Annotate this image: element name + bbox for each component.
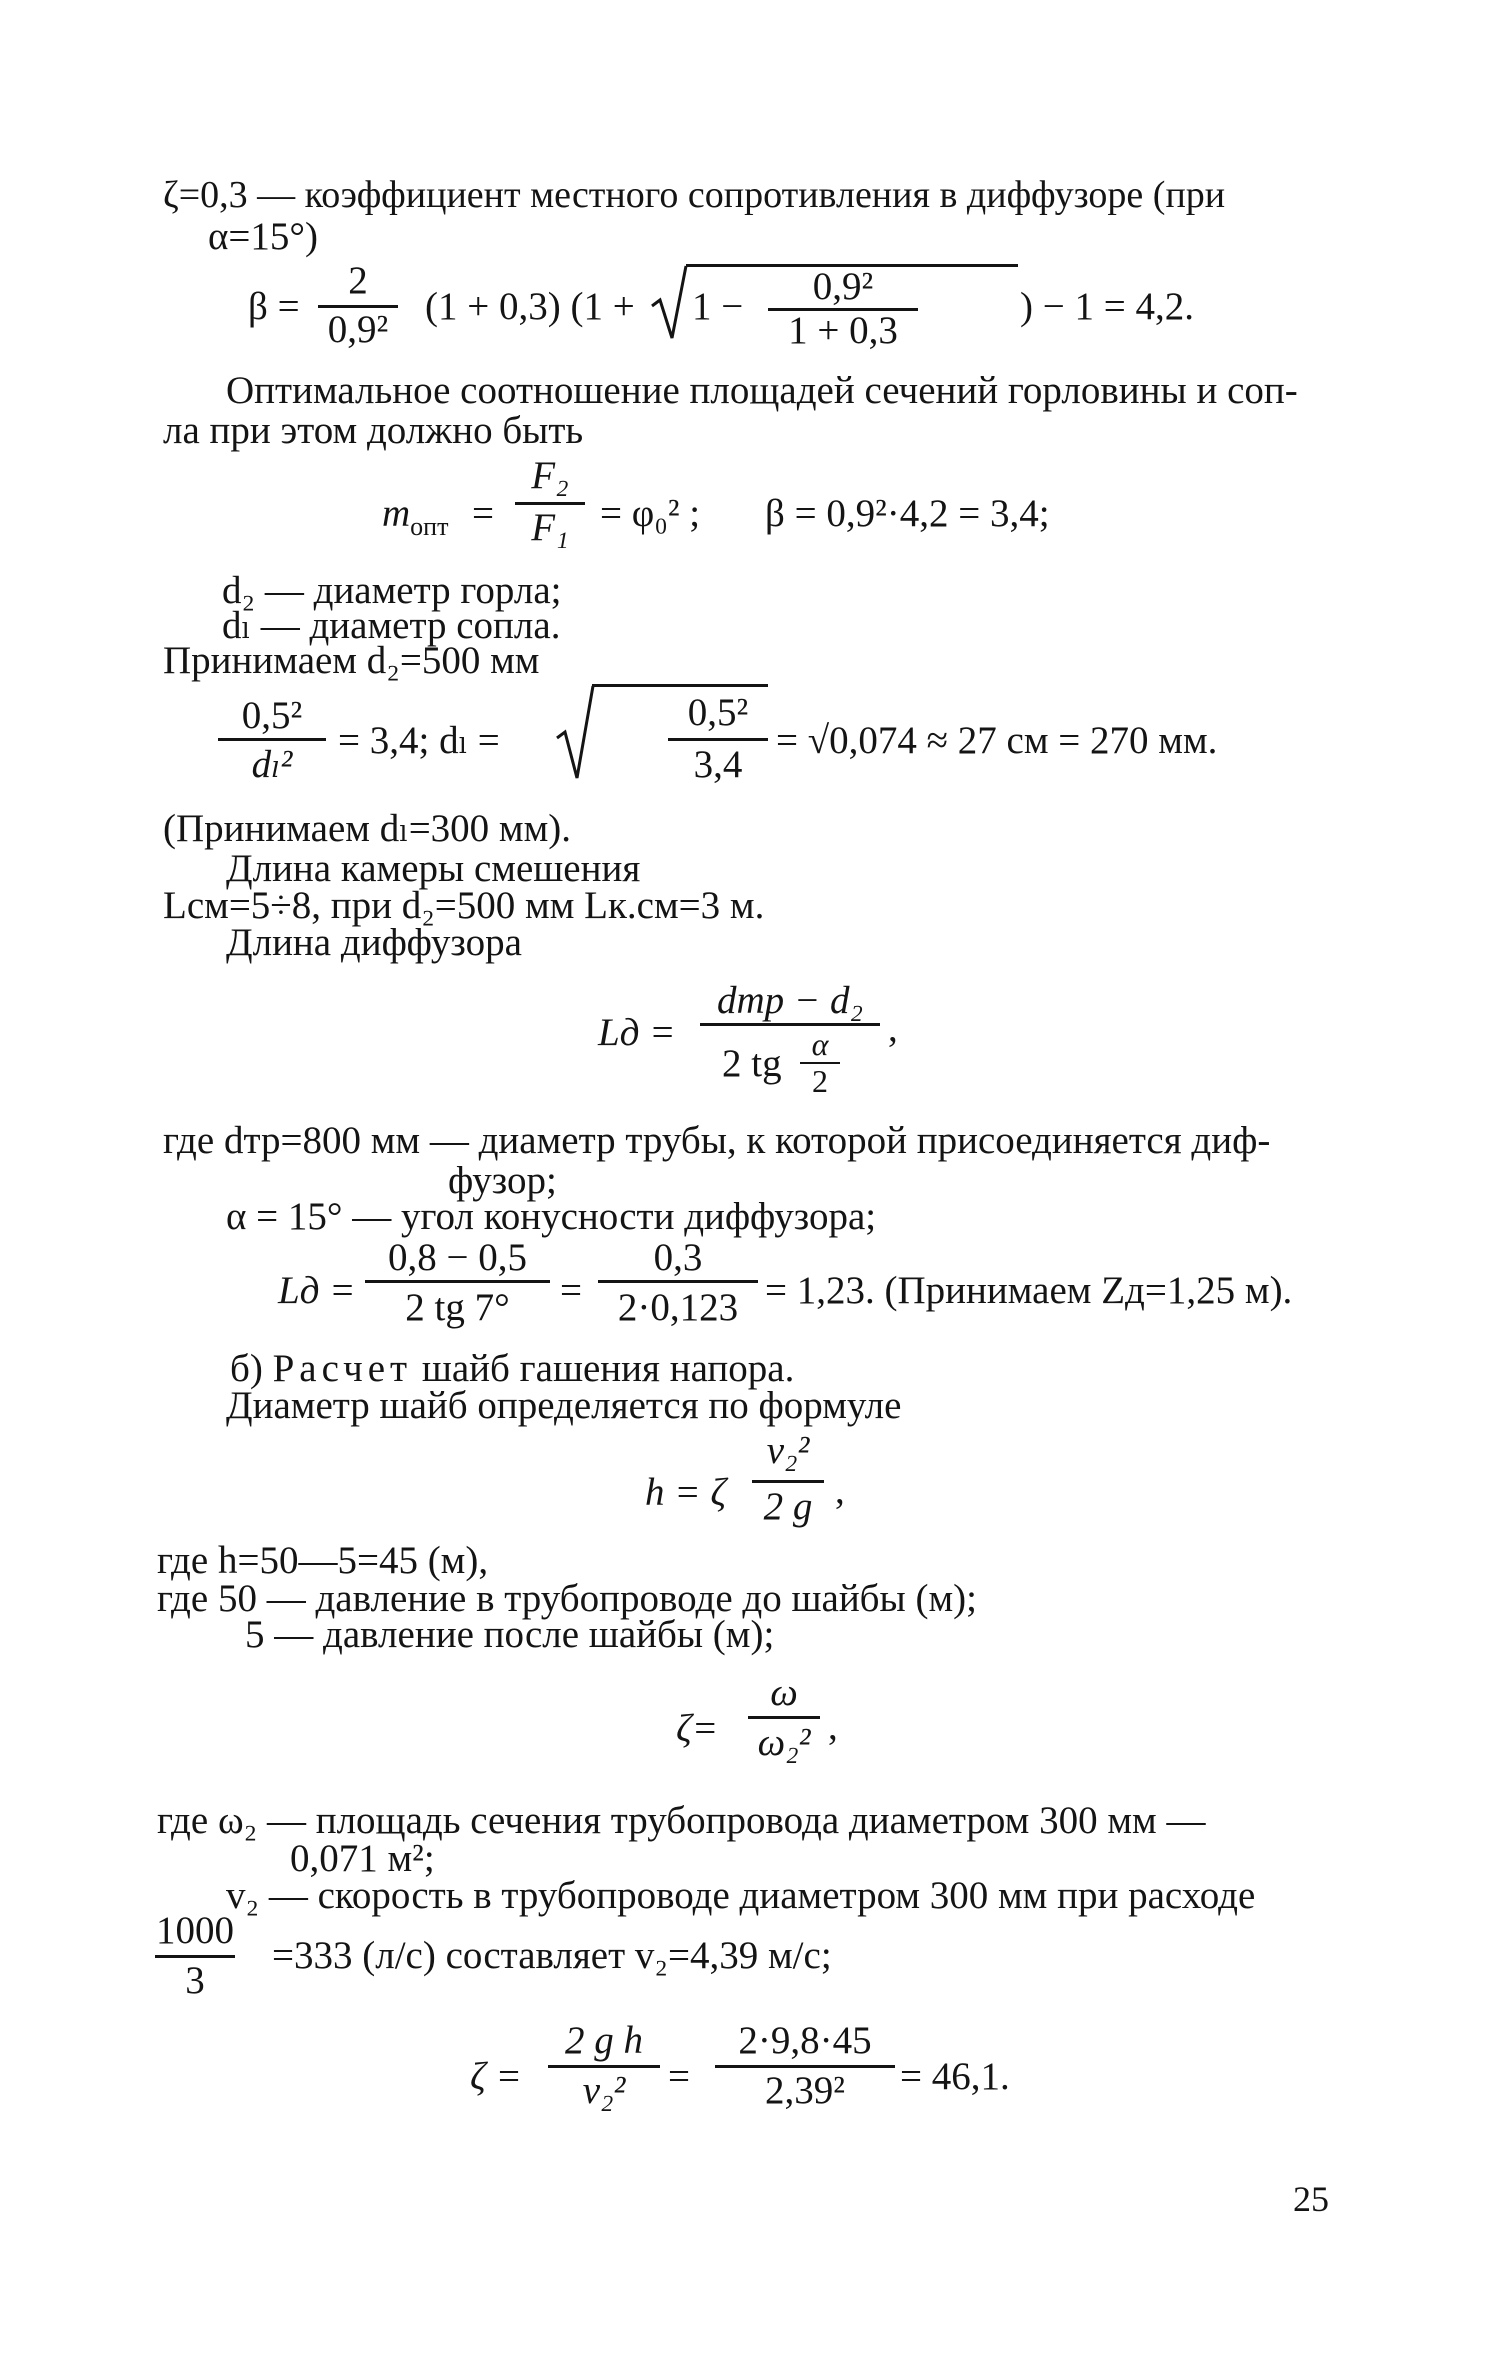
beta-fraction-denominator: 0,9² — [327, 308, 389, 351]
dl-sqrt-sign — [555, 682, 595, 782]
dl-eq-numerator: 0,5² — [241, 694, 303, 737]
zf-denominator-1: v₂² — [582, 2069, 626, 2112]
flow-bar — [155, 1955, 235, 1958]
dl-root-bar — [668, 738, 768, 741]
flow-numerator: 1000 — [156, 1909, 234, 1952]
diffuser-length-title: Длина диффузора — [226, 921, 522, 964]
zeta-denominator: ω₂² — [757, 1721, 811, 1764]
ldcalc-den1: 2 tg 7° — [405, 1286, 510, 1329]
optimal-ratio-line-2: ла при этом должно быть — [163, 409, 584, 452]
ldcalc-tail: = 1,23. (Принимаем Zд=1,25 м). — [765, 1269, 1293, 1312]
where-omega2-line-2: 0,071 м²; — [290, 1837, 435, 1880]
m-fraction-denominator: F₁ — [531, 506, 569, 549]
ldcalc-num2: 0,3 — [653, 1236, 703, 1279]
where-h: где h=50—5=45 (м), — [157, 1539, 489, 1582]
m-opt-lhs — [382, 493, 448, 541]
dl-eq-bar — [218, 738, 326, 741]
zf-numerator-2: 2·9,8·45 — [738, 2019, 872, 2062]
m-beta-calc: β = 0,9²·4,2 = 3,4; — [765, 492, 1050, 535]
ldcalc-den2: 2·0,123 — [617, 1286, 739, 1329]
zf-equals: = — [668, 2055, 690, 2098]
optimal-ratio-line-1: Оптимальное соотношение площадей сечений горловины и соп- — [226, 369, 1298, 412]
ld-numerator: dтр − d₂ — [716, 979, 864, 1022]
m-symbol: m — [382, 492, 411, 535]
section-b-spaced-word: Расчет — [272, 1347, 413, 1390]
alpha-value-line: α=15°) — [208, 215, 319, 258]
page-number: 25 — [1293, 2179, 1329, 2219]
dl-eq-denominator: dₗ² — [251, 743, 293, 786]
flow-tail: =333 (л/с) составляет v₂=4,39 м/с; — [272, 1934, 832, 1977]
section-b-label: б) — [230, 1347, 263, 1390]
m-fraction-numerator: F₂ — [531, 454, 569, 497]
ldcalc-eq: = — [560, 1269, 582, 1312]
m-rhs: = φ₀² ; — [600, 492, 701, 535]
m-subscript: опт — [410, 511, 449, 541]
zeta-comma: , — [828, 1705, 838, 1748]
beta-inner-numerator: 0,9² — [812, 265, 874, 308]
beta-sqrt-sign — [650, 262, 688, 342]
ld-lhs: Lд = — [598, 1011, 676, 1054]
ldcalc-num1: 0,8 − 0,5 — [388, 1236, 527, 1279]
m-fraction-bar — [515, 502, 585, 505]
v2-definition: v₂ — скорость в трубопроводе диаметром 300 мм при расходе — [226, 1874, 1256, 1917]
section-b-rest: шайб гашения напора. — [421, 1347, 795, 1390]
zf-numerator-1: 2 g h — [565, 2019, 643, 2062]
ld-comma: , — [888, 1007, 898, 1050]
ldcalc-bar2 — [598, 1280, 758, 1283]
zf-denominator-2: 2,39² — [765, 2069, 845, 2112]
zeta-numerator: ω — [770, 1671, 798, 1714]
ld-denominator-tg: 2 tg — [722, 1042, 782, 1085]
zf-lhs: ζ = — [470, 2055, 522, 2098]
d2-definition: d₂ — диаметр горла; — [222, 569, 562, 612]
h-numerator: v₂² — [766, 1429, 810, 1472]
zf-tail: = 46,1. — [900, 2055, 1010, 2098]
mixing-chamber-length: Lсм=5÷8, при d₂=500 мм Lк.см=3 м. — [163, 884, 765, 927]
beta-tail: ) − 1 = 4,2. — [1020, 285, 1194, 328]
where-omega2-line-1: где ω₂ — площадь сечения трубопровода диаметром 300 мм — — [157, 1799, 1206, 1842]
mixing-chamber-title: Длина камеры смешения — [226, 847, 641, 890]
dl-definition: dₗ — диаметр сопла. — [222, 604, 561, 647]
washer-formula-intro: Диаметр шайб определяется по формуле — [226, 1384, 902, 1427]
h-denominator: 2 g — [763, 1485, 813, 1528]
dl-sqrt-overline — [592, 684, 768, 687]
flow-denominator: 3 — [185, 1959, 205, 2002]
m-equals: = — [472, 492, 494, 535]
alpha-definition: α = 15° — угол конусности диффузора; — [226, 1195, 877, 1238]
take-d2-line: Принимаем d₂=500 мм — [163, 639, 540, 682]
where-dtr-line-1: где dтр=800 мм — диаметр трубы, к которой присоединяется диф- — [163, 1119, 1271, 1162]
zeta-lhs: ζ= — [676, 1707, 719, 1750]
dl-eq-middle: = 3,4; dₗ = — [338, 719, 500, 762]
ldcalc-lhs: Lд = — [278, 1269, 356, 1312]
beta-fraction-numerator: 2 — [348, 259, 368, 302]
where-pressure-after: 5 — давление после шайбы (м); — [245, 1613, 775, 1656]
beta-lhs: β = — [248, 285, 300, 328]
zf-bar-1 — [548, 2065, 660, 2068]
zeta-definition-line: ζ=0,3 — коэффициент местного сопротивления в диффузоре (при — [163, 174, 1226, 216]
take-dl-line: (Принимаем dₗ=300 мм). — [163, 807, 572, 850]
zf-bar-2 — [715, 2065, 895, 2068]
ldcalc-bar1 — [365, 1280, 550, 1283]
ld-alpha: α — [811, 1026, 829, 1062]
beta-inner-lead: 1 − — [692, 285, 744, 328]
ld-bar — [700, 1023, 880, 1026]
h-comma: , — [835, 1469, 845, 1512]
zeta-bar — [748, 1716, 820, 1719]
dl-root-denominator: 3,4 — [693, 743, 743, 786]
beta-inner-denominator: 1 + 0,3 — [788, 309, 898, 352]
where-dtr-line-2: фузор; — [448, 1159, 557, 1202]
h-lhs: h = ζ — [645, 1471, 727, 1514]
dl-root-numerator: 0,5² — [687, 691, 749, 734]
ld-two: 2 — [812, 1063, 828, 1099]
where-pressure-before: где 50 — давление в трубопроводе до шайбы (м); — [157, 1577, 977, 1620]
h-bar — [752, 1480, 824, 1483]
beta-middle: (1 + 0,3) (1 + — [425, 285, 635, 328]
dl-eq-tail: = √0,074 ≈ 27 см = 270 мм. — [776, 719, 1218, 762]
